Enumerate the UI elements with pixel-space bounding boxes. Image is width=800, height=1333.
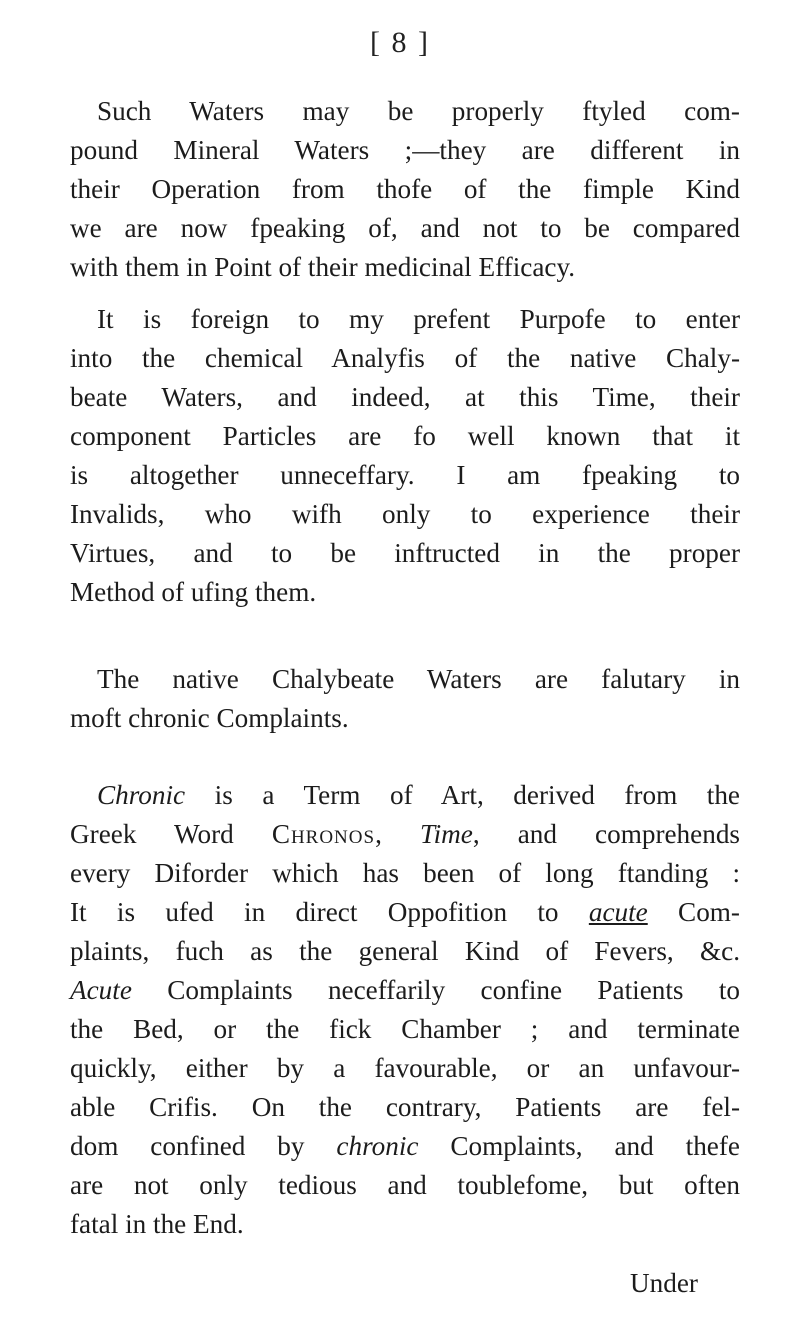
text-fragment: Complaints, and thefe	[418, 1131, 740, 1161]
text-line	[70, 1127, 740, 1166]
text-fragment: It is ufed in direct Oppofition to	[70, 897, 589, 927]
italic-term: chronic	[336, 1131, 419, 1161]
catchword: Under	[630, 1268, 698, 1298]
text-line	[70, 971, 740, 1010]
text-line: are not only tedious and toublefome, but often	[70, 1170, 740, 1200]
page-number-header: [ 8 ]	[370, 26, 430, 59]
italic-term: acute	[588, 897, 648, 927]
text-line: is altogether unneceffary. I am fpeaking to	[70, 460, 740, 490]
text-line: Method of ufing them.	[70, 577, 317, 607]
text-line: fatal in the End.	[70, 1209, 244, 1239]
text-line: with them in Point of their medicinal Efficacy.	[70, 252, 576, 282]
italic-term: Chronic	[97, 780, 186, 810]
text-line: Such Waters may be properly ftyled com-	[97, 96, 740, 126]
text-line: beate Waters, and indeed, at this Time, their	[70, 382, 740, 412]
text-fragment: Com-	[647, 897, 740, 927]
paragraph-3	[70, 660, 740, 738]
text-line: their Operation from thofe of the fimple Kind	[70, 174, 740, 204]
text-line: pound Mineral Waters ;—they are different in	[70, 135, 740, 165]
paragraph-1	[70, 92, 740, 287]
text-line	[70, 815, 740, 854]
text-fragment: , and comprehends	[472, 819, 740, 849]
text-line: The native Chalybeate Waters are falutary in	[97, 664, 740, 694]
text-line: Invalids, who wifh only to experience their	[70, 499, 740, 529]
text-line: every Diforder which has been of long ftanding :	[70, 858, 740, 888]
text-line: It is foreign to my prefent Purpofe to enter	[97, 304, 740, 334]
text-line: plaints, fuch as the general Kind of Fevers, &c.	[70, 936, 740, 966]
text-fragment: Complaints neceffarily confine Patients to	[131, 975, 740, 1005]
text-fragment: ,	[375, 819, 420, 849]
paragraph-2	[70, 300, 740, 612]
text-line	[70, 776, 740, 815]
text-line	[70, 893, 740, 932]
text-line: quickly, either by a favourable, or an unfavour-	[70, 1053, 740, 1083]
text-line: component Particles are fo well known that it	[70, 421, 740, 451]
text-line: able Crifis. On the contrary, Patients are fel-	[70, 1092, 740, 1122]
italic-term: Time	[419, 819, 473, 849]
text-line: Virtues, and to be inftructed in the proper	[70, 538, 740, 568]
text-fragment: Greek Word	[70, 819, 272, 849]
text-line: into the chemical Analyfis of the native Chaly-	[70, 343, 740, 373]
paragraph-4	[70, 776, 740, 1244]
text-line: the Bed, or the fick Chamber ; and terminate	[70, 1014, 740, 1044]
text-fragment: is a Term of Art, derived from the	[185, 780, 740, 810]
text-fragment: dom confined by	[70, 1131, 337, 1161]
text-line: we are now fpeaking of, and not to be compared	[70, 213, 740, 243]
text-line: moft chronic Complaints.	[70, 703, 349, 733]
small-caps-term: Chronos	[271, 819, 376, 849]
italic-term: Acute	[70, 975, 132, 1005]
